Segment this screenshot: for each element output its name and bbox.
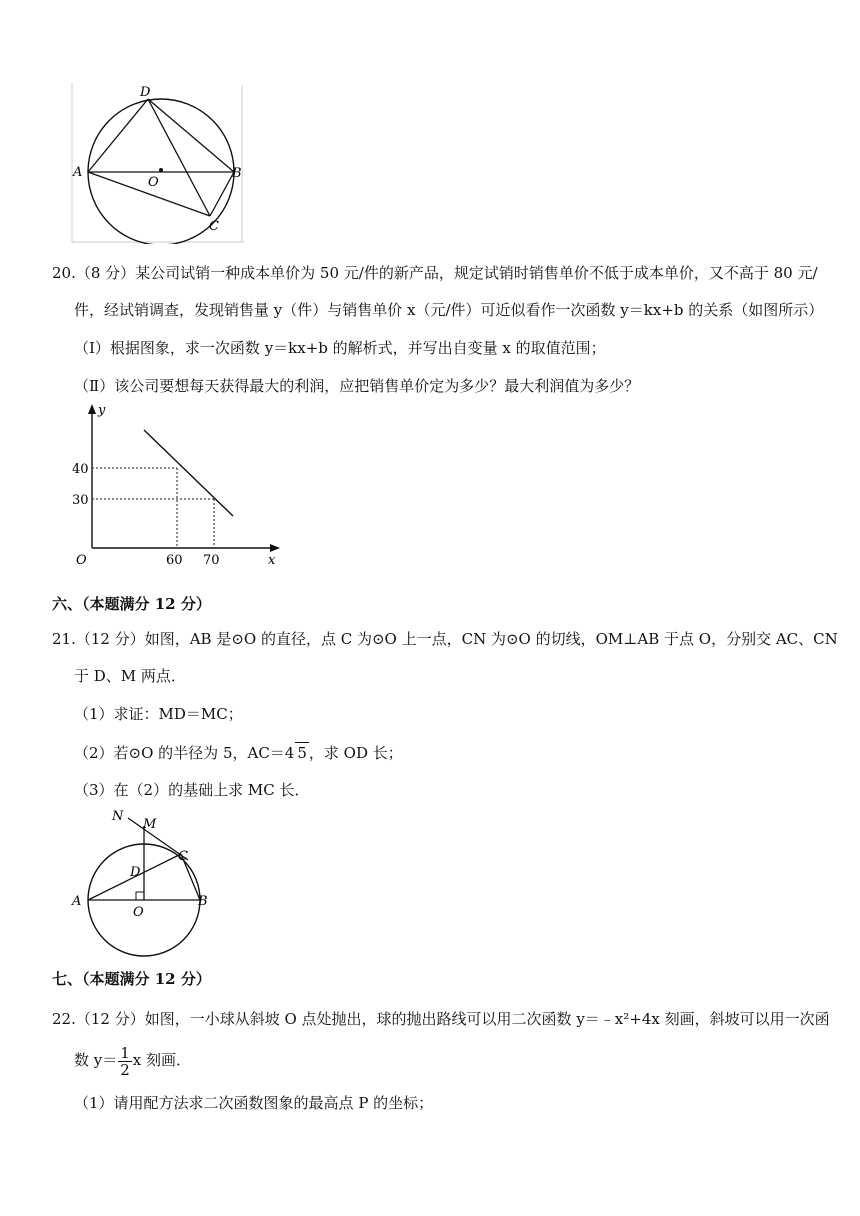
label-d: D [140,85,151,100]
q22-line2-text-a: 数 y＝ [74,1051,118,1069]
label-a-q21: A [72,894,82,909]
q21-part3: （3）在（2）的基础上求 MC 长． [74,781,310,799]
q21-part2-text-a: （2）若⊙O 的半径为 5，AC＝4 [74,744,295,762]
q22-part1: （1）请用配方法求二次函数图象的最高点 P 的坐标； [74,1094,434,1112]
q20-part1: （I）根据图象，求一次函数 y＝kx+b 的解析式，并写出自变量 x 的取值范围； [74,339,606,357]
origin-label: O [76,553,87,568]
label-o: O [148,175,159,190]
q21-part2 [74,742,403,763]
figure-q19-circle [68,82,248,244]
q22-line2-text-b: x 刻画． [132,1051,192,1069]
fraction-numerator: 1 [120,1043,130,1062]
label-a: A [73,165,83,180]
q22-line1: 22.（12 分）如图，一小球从斜坡 O 点处抛出，球的抛出路线可以用二次函数 y＝﹣x²+4x 刻画，斜坡可以用一次函 [52,1010,830,1028]
figure-q20-graph [68,402,288,576]
y-axis-label: y [98,403,106,418]
q21-part2-text-b: ，求 OD 长； [308,744,403,762]
q20-line1: 20.（8 分）某公司试销一种成本单价为 50 元/件的新产品，规定试销时销售单价不低于成本单价，又不高于 80 元/ [52,264,818,282]
label-o-q21: O [133,905,144,920]
label-c: C [209,219,219,234]
q22-line2 [74,1042,191,1078]
x-axis-label: x [268,553,276,568]
q21-part1: （1）求证：MD＝MC； [74,705,243,723]
q21-line2: 于 D、M 两点． [74,667,186,685]
section-7-heading: 七、（本题满分 12 分） [52,970,211,988]
label-b: B [232,166,242,181]
q20-line2: 件，经试销调查，发现销售量 y（件）与销售单价 x（元/件）可近似看作一次函数 y＝kx+b 的关系（如图所示） [74,301,824,319]
label-n: N [112,809,124,824]
y-tick-40: 40 [72,462,89,477]
section-6-heading: 六、（本题满分 12 分） [52,595,211,613]
figure-q21-circle [68,804,228,958]
y-tick-30: 30 [72,493,89,508]
q21-line1: 21.（12 分）如图，AB 是⊙O 的直径，点 C 为⊙O 上一点，CN 为⊙O 的切线，OM⊥AB 于点 O，分别交 AC、CN [52,630,838,648]
q20-part2: （Ⅱ）该公司要想每天获得最大的利润，应把销售单价定为多少？最大利润值为多少？ [74,377,640,395]
fraction-one-half [118,1045,132,1078]
label-c-q21: C [178,849,188,864]
label-d-q21: D [130,865,141,880]
label-m: M [143,817,157,832]
fraction-denominator: 2 [120,1060,130,1079]
sqrt-five: 5 [297,744,307,762]
x-tick-70: 70 [203,553,220,568]
label-b-q21: B [198,894,208,909]
linear-function-line [144,430,233,516]
x-tick-60: 60 [166,553,183,568]
